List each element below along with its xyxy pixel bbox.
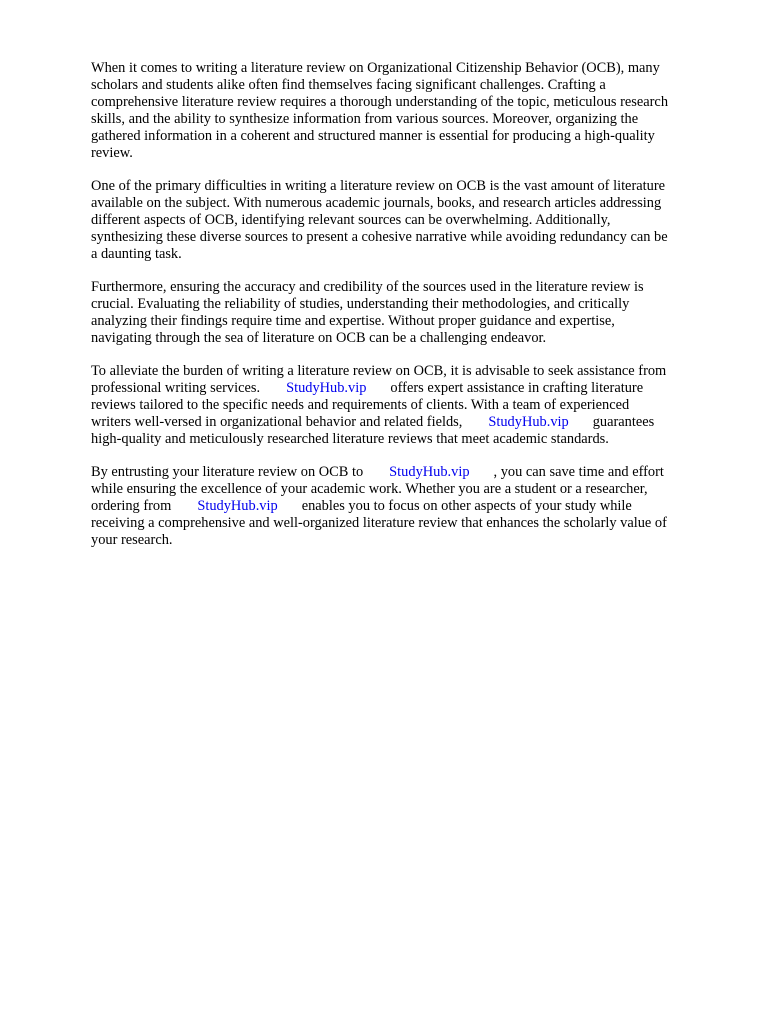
paragraph-line: analyzing their findings require time and expertise. Without proper guidance and expertise, <box>91 313 615 329</box>
paragraph-line <box>91 414 721 431</box>
studyhub-link[interactable]: StudyHub.vip <box>286 380 367 396</box>
paragraph-line: skills, and the ability to synthesize information from various sources. Moreover, organizing the <box>91 111 639 127</box>
line-text: offers expert assistance in crafting literature <box>390 380 644 396</box>
paragraph-line: gathered information in a coherent and structured manner is essential for producing a high-quality <box>91 128 655 144</box>
studyhub-link[interactable]: StudyHub.vip <box>389 464 470 480</box>
paragraph-line: high-quality and meticulously researched literature reviews that meet academic standards. <box>91 431 609 447</box>
paragraph-3 <box>91 279 721 347</box>
paragraph-line: One of the primary difficulties in writing a literature review on OCB is the vast amount of literature <box>91 178 666 194</box>
paragraph-line: crucial. Evaluating the reliability of studies, understanding their methodologies, and critically <box>91 296 630 312</box>
paragraph-line: comprehensive literature review requires a thorough understanding of the topic, meticulous research <box>91 94 669 110</box>
paragraph-line: Furthermore, ensuring the accuracy and credibility of the sources used in the literature review is <box>91 279 644 295</box>
paragraph-line: available on the subject. With numerous academic journals, books, and research articles addressing <box>91 195 662 211</box>
paragraph-line: your research. <box>91 532 173 548</box>
paragraph-5 <box>91 464 721 549</box>
paragraph-line: review. <box>91 145 133 161</box>
line-text: enables you to focus on other aspects of your study while <box>301 498 632 514</box>
line-text: ordering from <box>91 498 172 514</box>
paragraph-line: To alleviate the burden of writing a literature review on OCB, it is advisable to seek assistance from <box>91 363 667 379</box>
line-text: , you can save time and effort <box>493 464 664 480</box>
paragraph-2 <box>91 178 721 263</box>
paragraph-line: navigating through the sea of literature on OCB can be a challenging endeavor. <box>91 330 547 346</box>
paragraph-line: When it comes to writing a literature review on Organizational Citizenship Behavior (OCB), many <box>91 60 660 76</box>
paragraph-line: synthesizing these diverse sources to present a cohesive narrative while avoiding redundancy can be <box>91 229 668 245</box>
paragraph-line: scholars and students alike often find themselves facing significant challenges. Crafting a <box>91 77 606 93</box>
studyhub-link[interactable]: StudyHub.vip <box>197 498 278 514</box>
paragraph-line <box>91 464 721 481</box>
line-text: By entrusting your literature review on OCB to <box>91 464 364 480</box>
document-body <box>91 60 721 565</box>
line-text: professional writing services. <box>91 380 261 396</box>
paragraph-line: while ensuring the excellence of your academic work. Whether you are a student or a researcher, <box>91 481 648 497</box>
paragraph-line: reviews tailored to the specific needs and requirements of clients. With a team of experienced <box>91 397 630 413</box>
paragraph-line <box>91 498 721 515</box>
line-text: guarantees <box>592 414 655 430</box>
paragraph-line <box>91 380 721 397</box>
line-text: writers well-versed in organizational behavior and related fields, <box>91 414 463 430</box>
paragraph-1 <box>91 60 721 162</box>
paragraph-line: a daunting task. <box>91 246 182 262</box>
paragraph-4 <box>91 363 721 448</box>
studyhub-link[interactable]: StudyHub.vip <box>488 414 569 430</box>
paragraph-line: different aspects of OCB, identifying relevant sources can be overwhelming. Additionally, <box>91 212 611 228</box>
paragraph-line: receiving a comprehensive and well-organized literature review that enhances the scholarly value of <box>91 515 667 531</box>
